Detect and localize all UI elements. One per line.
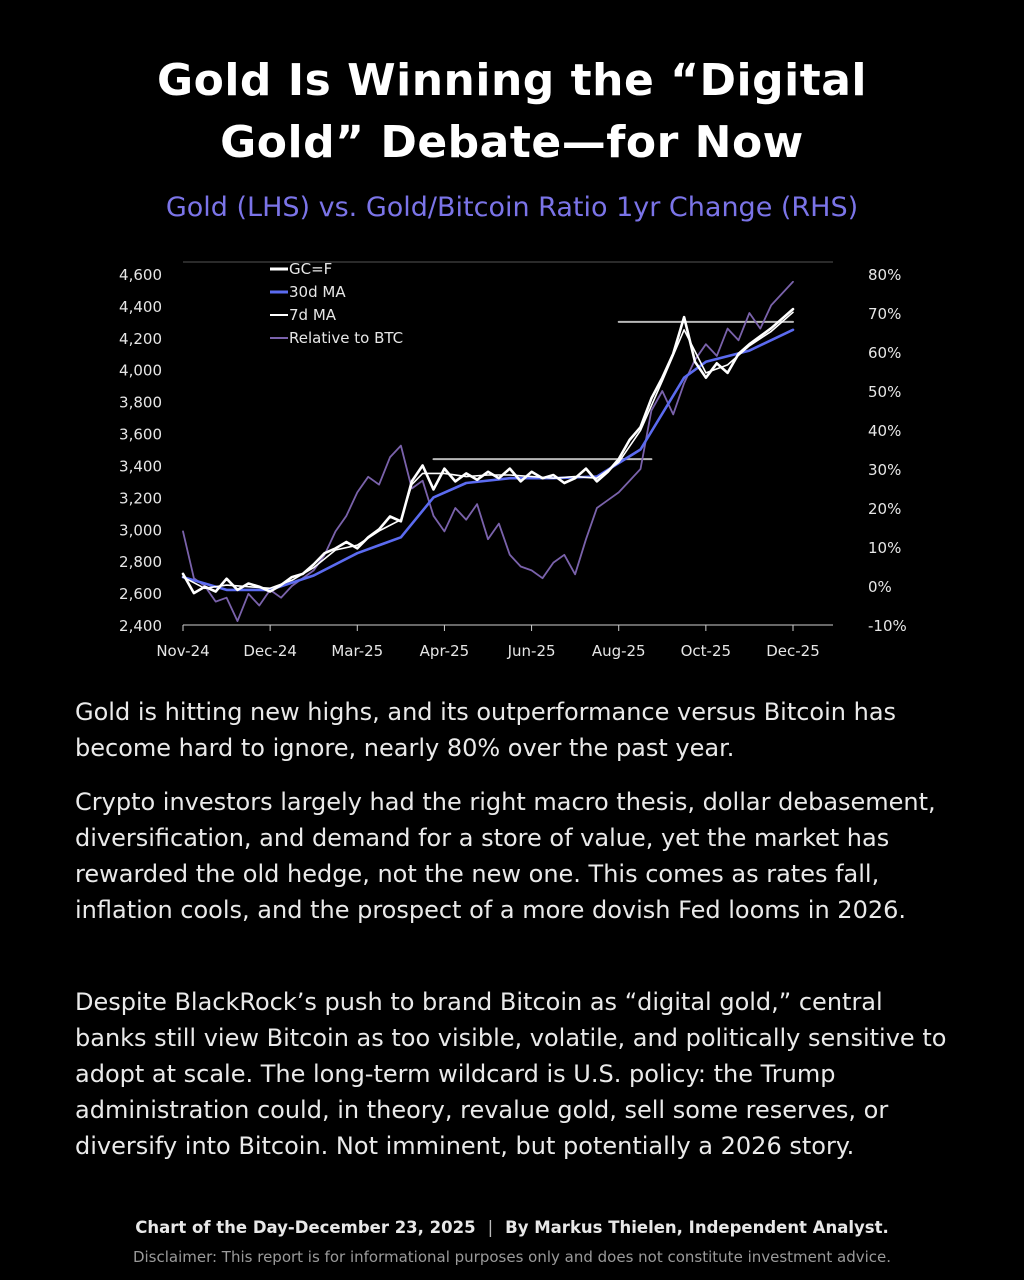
footer-separator: | (487, 1218, 494, 1237)
series-line-7d-ma (183, 312, 793, 588)
y-left-tick-label: 2,800 (119, 553, 162, 572)
gold-vs-btc-chart (0, 250, 1024, 680)
y-left-tick-label: 4,200 (119, 329, 162, 348)
footer (0, 1218, 1024, 1237)
y-right-tick-label: 70% (868, 305, 902, 323)
page-title: Gold Is Winning the “Digital Gold” Debate—for Now (156, 55, 868, 168)
y-right-tick-label: 40% (868, 422, 902, 440)
footer-author: By Markus Thielen, Independent Analyst. (505, 1218, 889, 1237)
y-right-tick-label: 60% (868, 344, 902, 362)
y-right-tick-label: 20% (868, 500, 902, 518)
disclaimer: Disclaimer: This report is for informational purposes only and does not constitute investment advice. (132, 1248, 892, 1266)
paragraph-3: Despite BlackRock’s push to brand Bitcoin as “digital gold,” central banks still view Bitcoin as too visible, volatile, and politically sensitive to adopt at scale. The long-term wildcard is U.S. policy: the Trump administration could, in theory, revalue gold, sell some reserves, or diversify into Bitcoin. Not imminent, but potentially a 2026 story. (75, 988, 947, 1160)
y-right-tick-label: 50% (868, 383, 902, 401)
x-tick-label: Aug-25 (591, 642, 646, 660)
y-right-tick-label: -10% (868, 617, 907, 635)
y-left-tick-label: 4,000 (119, 361, 162, 380)
legend-layer (270, 260, 403, 347)
y-left-tick-label: 3,200 (119, 489, 162, 508)
y-left-tick-label: 2,600 (119, 585, 162, 604)
x-tick-label: Nov-24 (156, 642, 210, 660)
axis-layer (119, 266, 907, 660)
chart-subtitle: Gold (LHS) vs. Gold/Bitcoin Ratio 1yr Change (RHS) (165, 192, 859, 223)
y-right-tick-label: 80% (868, 266, 902, 284)
series-layer (183, 282, 793, 621)
x-tick-label: Dec-24 (243, 642, 297, 660)
y-right-tick-label: 0% (868, 578, 892, 596)
y-left-tick-label: 3,400 (119, 457, 162, 476)
paragraph-1: Gold is hitting new highs, and its outperformance versus Bitcoin has become hard to ignore, nearly 80% over the past year. (75, 698, 897, 762)
x-tick-label: Apr-25 (419, 642, 470, 660)
y-left-tick-label: 4,600 (119, 266, 162, 284)
footer-date: Chart of the Day-December 23, 2025 (135, 1218, 476, 1237)
y-left-tick-label: 2,400 (119, 617, 162, 635)
legend-label: Relative to BTC (289, 329, 404, 347)
legend-label: 7d MA (289, 306, 337, 324)
paragraph-2: Crypto investors largely had the right macro thesis, dollar debasement, diversification, and demand for a store of value, yet the market has rewarded the old hedge, not the new one. This comes as rates fall, inflation cools, and the prospect of a more dovish Fed looms in 2026. (75, 788, 936, 924)
y-left-tick-label: 3,800 (119, 393, 162, 412)
legend-label: 30d MA (289, 283, 346, 301)
y-right-tick-label: 10% (868, 539, 902, 557)
x-tick-label: Jun-25 (507, 642, 556, 660)
x-tick-label: Mar-25 (331, 642, 384, 660)
x-tick-label: Dec-25 (766, 642, 820, 660)
y-right-tick-label: 30% (868, 461, 902, 479)
y-left-tick-label: 4,400 (119, 297, 162, 316)
legend-label: GC=F (289, 260, 333, 278)
series-line-relative-to-btc (183, 282, 793, 621)
y-left-tick-label: 3,600 (119, 425, 162, 444)
y-left-tick-label: 3,000 (119, 521, 162, 540)
x-tick-label: Oct-25 (680, 642, 732, 660)
